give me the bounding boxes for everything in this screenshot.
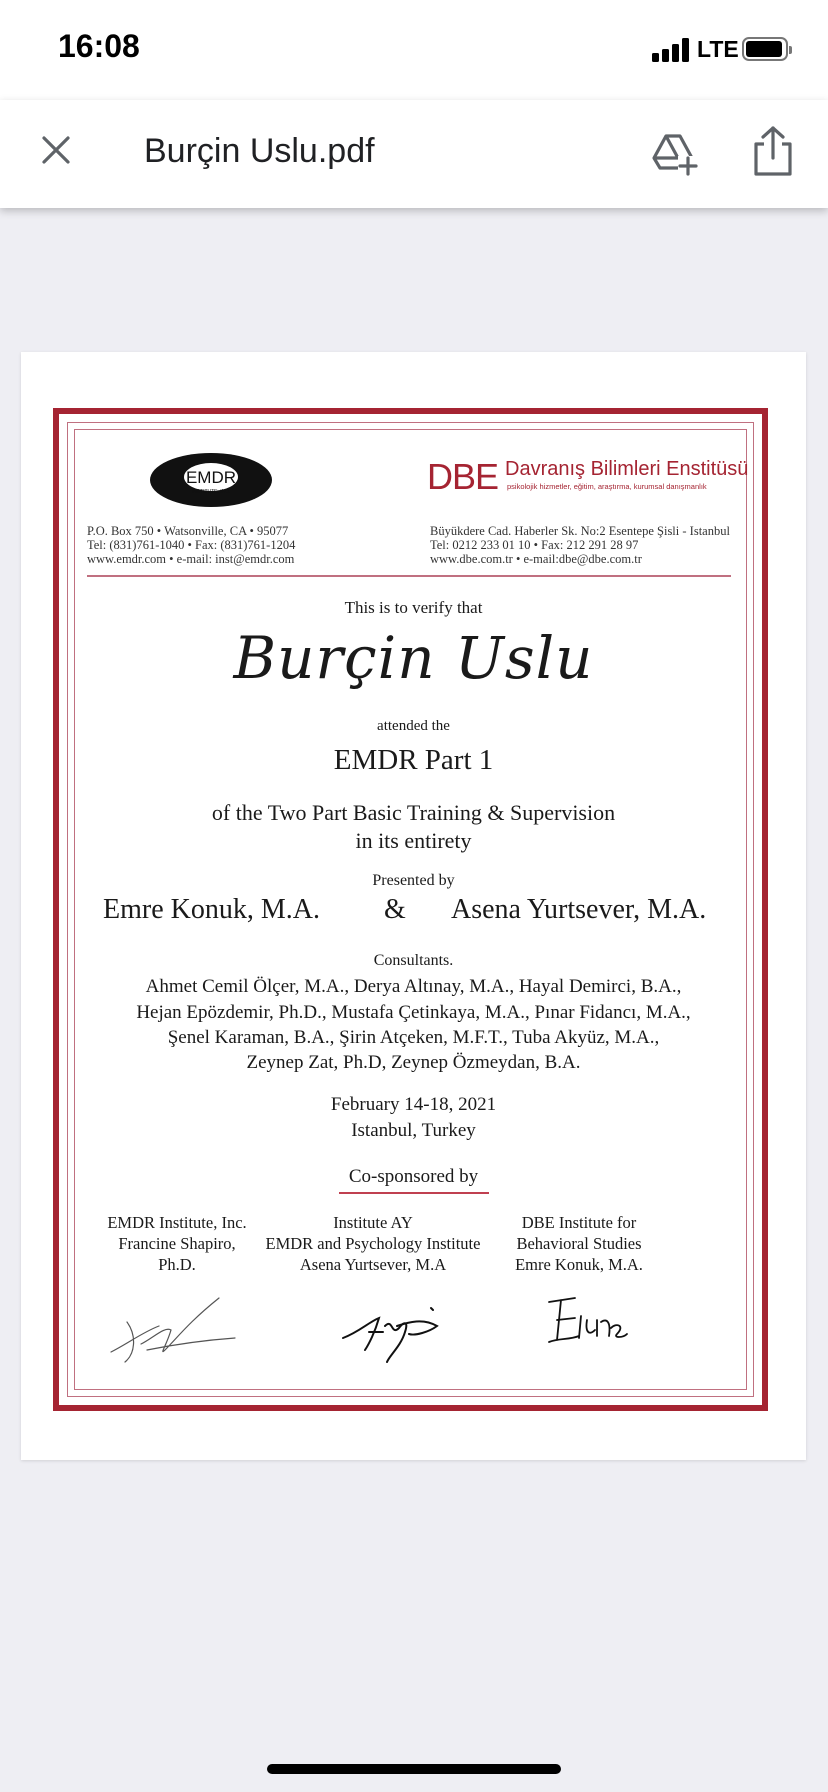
dbe-address: Büyükdere Cad. Haberler Sk. No:2 Esentepe Şisli - Istanbul Tel: 0212 233 01 10 • Fax: 212 291 28 97 www.dbe.com.tr • e-mail:dbe@dbe.com.tr (430, 524, 730, 566)
dbe-logo-tagline: psikolojik hizmetler, eğitim, araştırma, kurumsal danışmanlık (507, 482, 707, 491)
signature-yurtsever (339, 1292, 449, 1364)
cosponsored-underline (339, 1192, 489, 1194)
recipient-name: Burçin Uslu (233, 624, 594, 692)
emdr-logo (149, 452, 273, 508)
sponsor-institute-ay: Institute AY EMDR and Psychology Institute Asena Yurtsever, M.A (265, 1213, 481, 1274)
training-date: February 14-18, 2021 (330, 1094, 497, 1115)
emdr-address: P.O. Box 750 • Watsonville, CA • 95077 Tel: (831)761-1040 • Fax: (831)761-1204 www.emdr.com • e-mail: inst@emdr.com (87, 524, 296, 566)
sponsor-dbe-institute: DBE Institute for Behavioral Studies Emre Konuk, M.A. (515, 1213, 643, 1274)
status-time: 16:08 (58, 28, 140, 64)
document-title: Burçin Uslu.pdf (144, 132, 375, 170)
signature-konuk (539, 1292, 629, 1352)
emdr-logo-text: EMDR (185, 468, 237, 487)
program-line-2: in its entirety (355, 828, 472, 853)
share-button[interactable] (750, 124, 796, 178)
certificate (21, 352, 806, 1460)
close-icon (36, 130, 76, 170)
attended-text: attended the (377, 718, 450, 734)
presented-by-label: Presented by (372, 872, 455, 889)
status-bar (0, 0, 828, 100)
emdr-logo-subtext: INSTITUTE, INC. (191, 489, 231, 495)
network-type: LTE (697, 36, 739, 62)
course-title: EMDR Part 1 (333, 744, 494, 776)
consultants-line: Ahmet Cemil Ölçer, M.A., Derya Altınay, M.A., Hayal Demirci, B.A., (145, 976, 682, 997)
dbe-logo-abbr: DBE (427, 456, 499, 497)
presenter-ampersand: & (384, 894, 406, 925)
consultants-line: Zeynep Zat, Ph.D, Zeynep Özmeydan, B.A. (246, 1052, 581, 1073)
pdf-page[interactable] (21, 352, 806, 1460)
signature-shapiro (107, 1292, 237, 1368)
close-button[interactable] (36, 130, 76, 170)
cosponsored-label: Co-sponsored by (348, 1166, 479, 1187)
battery-icon (742, 37, 788, 61)
presenter-1: Emre Konuk, M.A. (103, 894, 320, 925)
add-to-drive-icon (650, 128, 698, 176)
home-indicator[interactable] (267, 1764, 561, 1774)
header-divider (87, 575, 731, 577)
pdf-viewer-toolbar (0, 100, 828, 208)
cellular-signal-icon (652, 38, 692, 62)
consultants-title: Consultants. (373, 952, 454, 969)
pdf-viewer[interactable] (0, 208, 828, 1792)
program-line-1: of the Two Part Basic Training & Supervision (211, 800, 616, 825)
verify-text: This is to verify that (344, 598, 483, 617)
dbe-logo (427, 456, 757, 496)
add-to-drive-button[interactable] (650, 128, 698, 176)
share-icon (750, 124, 796, 178)
presenter-2: Asena Yurtsever, M.A. (451, 894, 707, 925)
training-location: Istanbul, Turkey (351, 1120, 476, 1141)
consultants-line: Şenel Karaman, B.A., Şirin Atçeken, M.F.T., Tuba Akyüz, M.A., (167, 1027, 660, 1048)
consultants-line: Hejan Epözdemir, Ph.D., Mustafa Çetinkaya, M.A., Pınar Fidancı, M.A., (136, 1002, 691, 1023)
dbe-logo-name: Davranış Bilimleri Enstitüsü (505, 458, 749, 480)
sponsor-emdr-institute: EMDR Institute, Inc. Francine Shapiro, Ph.D. (107, 1213, 247, 1274)
